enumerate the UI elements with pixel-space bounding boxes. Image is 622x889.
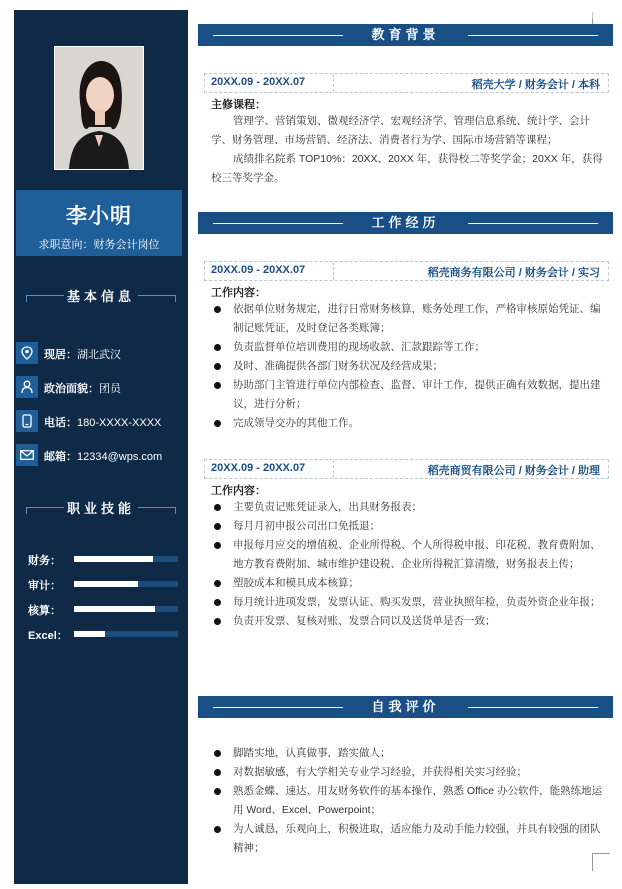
info-political-status: 政治面貌：团员 <box>14 376 188 400</box>
mail-icon <box>16 444 38 466</box>
self-evaluation-list <box>211 744 603 858</box>
phone-icon <box>16 410 38 432</box>
list-item: 塑胶成本和模具成本核算； <box>211 574 603 593</box>
skill-accounting: 核算： <box>14 602 188 616</box>
self-evaluation-heading: 自我评价 <box>198 696 613 718</box>
person-icon <box>16 376 38 398</box>
list-item: 脚踏实地，认真做事，踏实做人； <box>211 744 603 763</box>
list-item: 及时、准确提供各部门财务状况及经营成果； <box>211 357 603 376</box>
list-item: 负责开发票、复核对账、发票合同以及送货单是否一致； <box>211 612 603 631</box>
info-email: 邮箱：12334@wps.com <box>14 444 188 468</box>
courses-label: 主修课程： <box>211 99 266 111</box>
job-intent: 求职意向：财务会计岗位 <box>38 239 160 251</box>
skill-finance: 财务： <box>14 552 188 566</box>
list-item: 熟悉金蝶、速达、用友财务软件的基本操作，熟悉 Office 办公软件，能熟练地运用 Word、Excel、Powerpoint； <box>211 782 603 820</box>
list-item: 每月月初申报公司出口免抵退； <box>211 517 603 536</box>
skill-bar <box>74 581 178 587</box>
job-entry-bar: 20XX.09 - 20XX.07 稻壳商贸有限公司 / 财务会计 / 助理 <box>204 459 609 479</box>
skill-excel: Excel： <box>14 627 188 641</box>
skill-audit: 审计： <box>14 577 188 591</box>
list-item: 主要负责记账凭证录入，出具财务报表； <box>211 498 603 517</box>
info-phone: 电话：180-XXXX-XXXX <box>14 410 188 434</box>
list-item: 申报每月应交的增值税、企业所得税、个人所得税申报、印花税、教育费附加、地方教育费附加、城市维护建设税、企业所得税汇算清缴，财务报表上传； <box>211 536 603 574</box>
job-entry-bar: 20XX.09 - 20XX.07 稻壳商务有限公司 / 财务会计 / 实习 <box>204 261 609 281</box>
list-item: 对数据敏感，有大学相关专业学习经验，并获得相关实习经验； <box>211 763 603 782</box>
list-item: 负责监督单位培训费用的现场收款、汇款跟踪等工作； <box>211 338 603 357</box>
education-entry-bar: 20XX.09 - 20XX.07 稻壳大学 / 财务会计 / 本科 <box>204 73 609 93</box>
work-heading: 工作经历 <box>198 212 613 234</box>
name-box <box>16 190 182 256</box>
job-duty-list <box>211 498 603 631</box>
skill-bar <box>74 606 178 612</box>
skills-heading: 职业技能 <box>14 498 188 518</box>
ranking-text: 成绩排名院系 TOP10%：20XX、20XX 年，获得校二等奖学金；20XX 年，获得校三等奖学金。 <box>211 153 603 184</box>
skill-bar <box>74 631 178 637</box>
list-item: 每月统计进项发票，发票认证、购买发票，营业执照年检，负责外资企业年报； <box>211 593 603 612</box>
profile-photo <box>54 46 144 170</box>
basic-info-heading: 基本信息 <box>14 286 188 306</box>
list-item: 为人诚恳，乐观向上，积极进取，适应能力及动手能力较强，并具有较强的团队精神； <box>211 820 603 858</box>
location-icon <box>16 342 38 364</box>
education-heading: 教育背景 <box>198 24 613 46</box>
sidebar <box>14 10 188 884</box>
job-content-label: 工作内容： <box>211 485 266 497</box>
info-location: 现居：湖北武汉 <box>14 342 188 366</box>
job-content-label: 工作内容： <box>211 287 266 299</box>
list-item: 完成领导交办的其他工作。 <box>211 414 603 433</box>
job-duty-list <box>211 300 603 433</box>
skill-bar <box>74 556 178 562</box>
candidate-name: 李小明 <box>66 205 132 228</box>
list-item: 依据单位财务规定，进行日常财务核算，账务处理工作，严格审核原始凭证、编制记账凭证，及时登记各类账簿； <box>211 300 603 338</box>
list-item: 协助部门主管进行单位内部检查、监督、审计工作，提供正确有效数据，提出建议，进行分析； <box>211 376 603 414</box>
courses-text: 管理学、营销策划、微观经济学、宏观经济学、管理信息系统、统计学、会计学、财务管理、市场营销、经济法、消费者行为学、国际市场营销等课程； <box>211 115 590 146</box>
